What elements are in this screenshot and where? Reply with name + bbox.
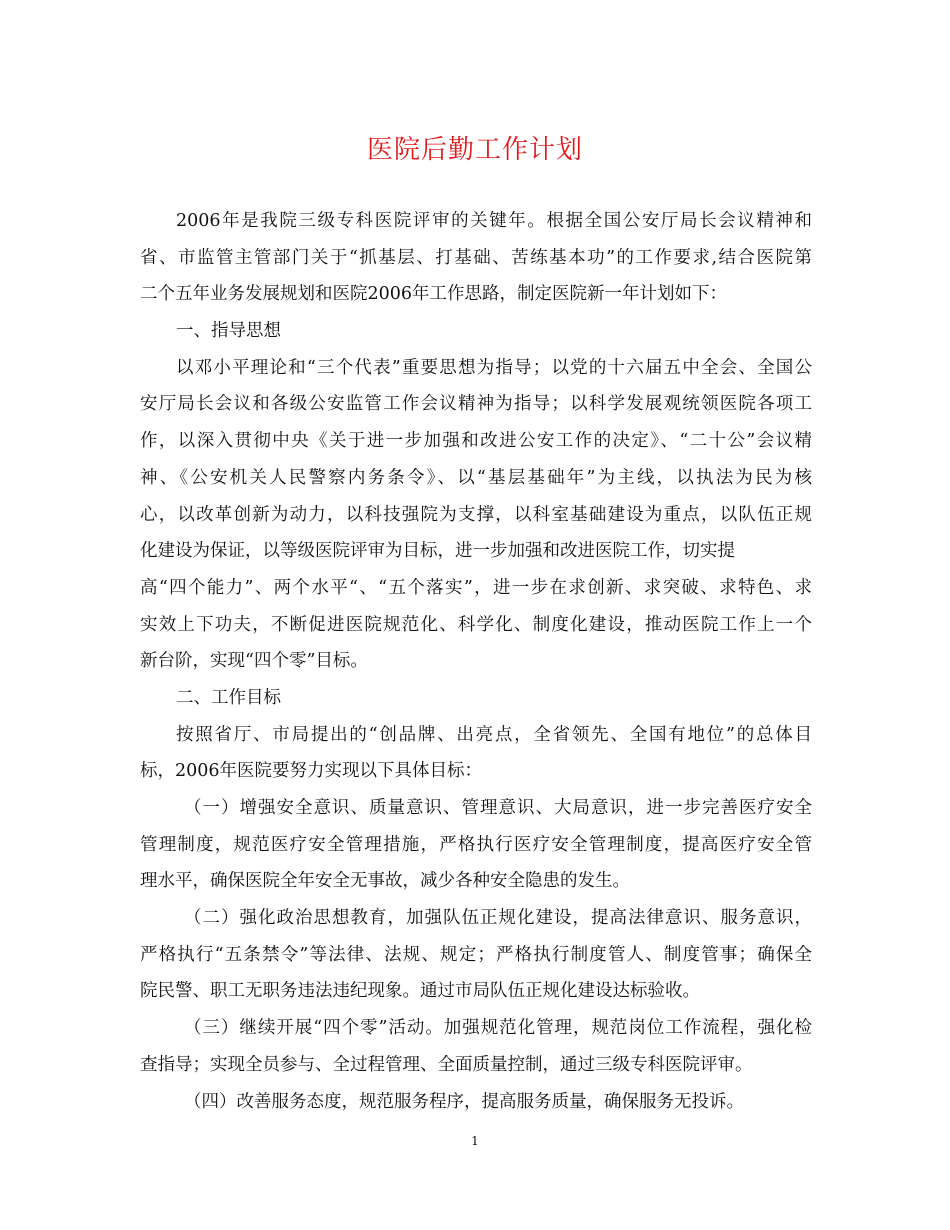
document-body — [140, 203, 812, 1120]
text-line: 标，2006年医院要努力实现以下具体目标： — [140, 761, 483, 782]
text-line: 省、市监管主管部门关于“抓基层、打基础、苦练基本功”的工作要求,结合医院第 — [140, 247, 812, 268]
text-line: 查指导；实现全员参与、全过程管理、全面质量控制，通过三级专科医院评审。 — [140, 1054, 753, 1075]
text-line: 安厅局长会议和各级公安监管工作会议精神为指导；以科学发展观统领医院各项工 — [140, 394, 812, 415]
text-line: （三）继续开展“四个零”活动。加强规范化管理，规范岗位工作流程，强化检 — [184, 1018, 812, 1039]
text-line: 二、工作目标 — [176, 687, 281, 708]
text-line: 2006年是我院三级专科医院评审的关键年。根据全国公安厅局长会议精神和 — [176, 211, 812, 231]
text-line: 心，以改革创新为动力，以科技强院为支撑，以科室基础建设为重点，以队伍正规 — [140, 504, 812, 525]
text-line: 新台阶，实现“四个零”目标。 — [140, 651, 368, 672]
text-line: （二）强化政治思想教育，加强队伍正规化建设，提高法律意识、服务意识， — [184, 908, 812, 929]
text-line: 管理制度，规范医疗安全管理措施，严格执行医疗安全管理制度，提高医疗安全管 — [140, 834, 812, 855]
page-number: 1 — [471, 1134, 479, 1148]
text-line: 二个五年业务发展规划和医院2006年工作思路，制定医院新一年计划如下： — [140, 284, 728, 305]
text-line: 作，以深入贯彻中央《关于进一步加强和改进公安工作的决定》、“二十公”会议精 — [140, 431, 812, 452]
text-line: 实效上下功夫，不断促进医院规范化、科学化、制度化建设，推动医院工作上一个 — [140, 614, 812, 635]
text-line: 神、《公安机关人民警察内务条令》、以“基层基础年”为主线，以执法为民为核 — [140, 467, 812, 488]
text-line: （四）改善服务态度，规范服务程序，提高服务质量，确保服务无投诉。 — [184, 1091, 744, 1112]
text-line: 严格执行“五条禁令”等法律、法规、规定；严格执行制度管人、制度管事；确保全 — [140, 944, 812, 965]
text-line: 化建设为保证，以等级医院评审为目标，进一步加强和改进医院工作，切实提 — [140, 541, 735, 562]
text-line: 一、指导思想 — [176, 321, 281, 342]
document-title: 医院后勤工作计划 — [366, 135, 583, 165]
text-line: 高“四个能力”、两个水平“、“五个落实”，进一步在求创新、求突破、求特色、求 — [140, 577, 812, 598]
text-line: （一）增强安全意识、质量意识、管理意识、大局意识，进一步完善医疗安全 — [184, 798, 812, 818]
text-line: 理水平，确保医院全年安全无事故，减少各种安全隐患的发生。 — [140, 871, 630, 892]
text-line: 以邓小平理论和“三个代表”重要思想为指导；以党的十六届五中全会、全国公 — [176, 357, 812, 378]
text-line: 院民警、职工无职务违法违纪现象。通过市局队伍正规化建设达标验收。 — [140, 981, 700, 1002]
text-line: 按照省厅、市局提出的“创品牌、出亮点，全省领先、全国有地位”的总体目 — [176, 724, 812, 745]
